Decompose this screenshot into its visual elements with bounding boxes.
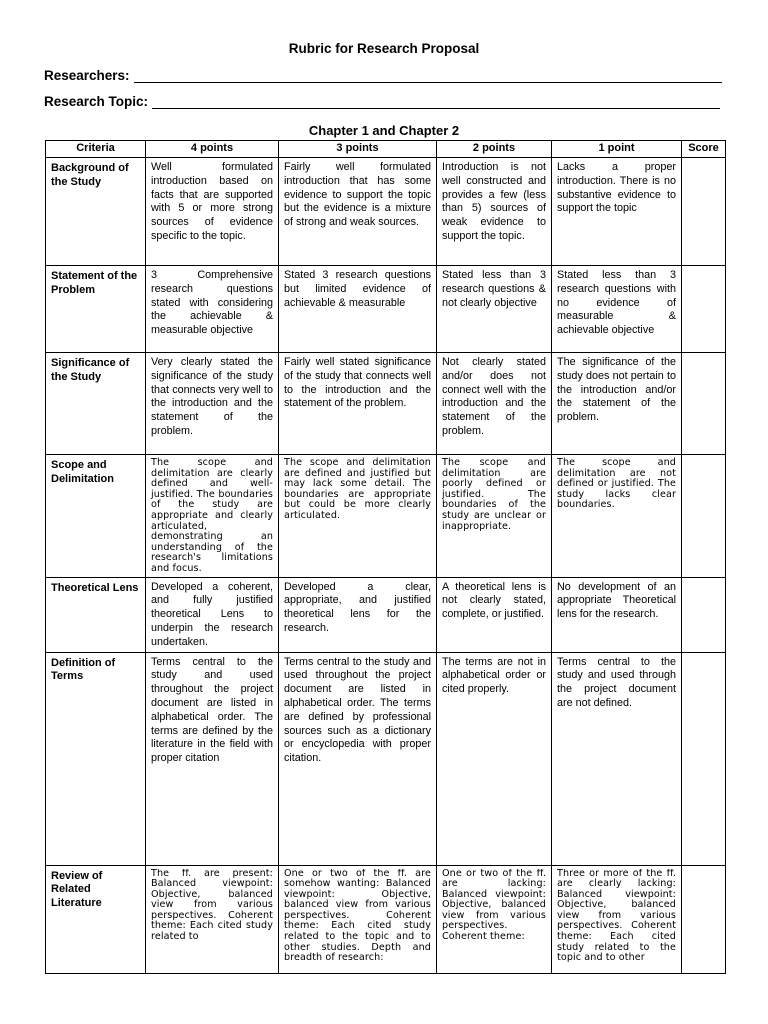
research-topic-blank-line[interactable] — [152, 95, 720, 109]
rubric-cell: Very clearly stated the significance of the study that connects very well to the introduction and the statement of the problem. — [146, 353, 279, 455]
rubric-cell: 3 Comprehensive research questions stated with considering the achievable & measurable objective — [146, 266, 279, 353]
rubric-cell: Stated 3 research questions but limited evidence of achievable & measurable — [279, 266, 437, 353]
rubric-cell: Terms central to the study and used through the project document are not defined. — [552, 652, 682, 865]
rubric-cell: No development of an appropriate Theoretical lens for the research. — [552, 577, 682, 652]
rubric-cell: Stated less than 3 research questions & not clearly objective — [437, 266, 552, 353]
header-score: Score — [682, 141, 726, 158]
criteria-cell: Scope and Delimitation — [46, 455, 146, 578]
criteria-cell: Theoretical Lens — [46, 577, 146, 652]
rubric-cell: Terms central to the study and used throughout the project document are listed in alphabetical order. The terms are defined by professional sources such as a dictionary or encyclopedia with proper citation. — [279, 652, 437, 865]
rubric-cell-text: The ff. are present: Balanced viewpoint: Objective, balanced view from various perspectives. Coherent theme: Each cited study related to — [151, 868, 273, 943]
rubric-cell: The terms are not in alphabetical order or cited properly. — [437, 652, 552, 865]
criteria-cell: Review of Related Literature — [46, 865, 146, 973]
rubric-table — [45, 140, 726, 974]
table-row — [46, 353, 726, 455]
table-row — [46, 158, 726, 266]
score-cell[interactable] — [682, 353, 726, 455]
rubric-cell: Introduction is not well constructed and provides a few (less than 5) sources of weak evidence to support the topic. — [437, 158, 552, 266]
score-cell[interactable] — [682, 158, 726, 266]
criteria-cell: Statement of the Problem — [46, 266, 146, 353]
rubric-cell: The scope and delimitation are clearly defined and well-justified. The boundaries of the study are appropriate and clearly articulated, demonstrating an understanding of the research's limitations and focus. — [146, 455, 279, 578]
rubric-cell: Terms central to the study and used throughout the project document are listed in alphabetical order. The terms are defined by the literature in the field with proper citation — [146, 652, 279, 865]
document-title: Rubric for Research Proposal — [288, 41, 480, 56]
table-row — [46, 577, 726, 652]
table-row — [46, 652, 726, 865]
rubric-cell: Fairly well formulated introduction that has some evidence to support the topic but the evidence is a mixture of strong and weak sources. — [279, 158, 437, 266]
rubric-cell: Stated less than 3 research questions with no evidence of measurable & achievable objective — [552, 266, 682, 353]
header-2-points: 2 points — [437, 141, 552, 158]
rubric-cell: The significance of the study does not pertain to the introduction and/or the statement of the problem. — [552, 353, 682, 455]
table-row — [46, 865, 726, 973]
table-row — [46, 266, 726, 353]
criteria-cell: Significance of the Study — [46, 353, 146, 455]
researchers-blank-line[interactable] — [134, 69, 722, 83]
header-4-points: 4 points — [146, 141, 279, 158]
rubric-cell: Fairly well stated significance of the study that connects well to the introduction and the statement of the problem. — [279, 353, 437, 455]
score-cell[interactable] — [682, 266, 726, 353]
rubric-cell: Developed a coherent, and fully justified theoretical Lens to underpin the research undertaken. — [146, 577, 279, 652]
rubric-cell: The scope and delimitation are not defined or justified. The study lacks clear boundaries. — [552, 455, 682, 578]
header-criteria: Criteria — [46, 141, 146, 158]
rubric-cell: Lacks a proper introduction. There is no substantive evidence to support the topic — [552, 158, 682, 266]
score-cell[interactable] — [682, 652, 726, 865]
research-topic-label: Research Topic: — [44, 94, 149, 109]
criteria-cell: Definition of Terms — [46, 652, 146, 865]
rubric-cell-text: Three or more of the ff. are clearly lacking: Balanced viewpoint: Objective, balanced view from various perspectives. Coherent theme: Each cited study related to the topic and to other — [557, 868, 676, 964]
rubric-cell: Developed a clear, appropriate, and justified theoretical lens for the research. — [279, 577, 437, 652]
score-cell[interactable] — [682, 865, 726, 973]
chapter-subtitle: Chapter 1 and Chapter 2 — [308, 123, 460, 138]
research-topic-field[interactable] — [44, 94, 720, 109]
researchers-field[interactable] — [44, 68, 722, 83]
rubric-cell — [552, 865, 682, 973]
header-row — [46, 141, 726, 158]
score-cell[interactable] — [682, 455, 726, 578]
researchers-label: Researchers: — [44, 68, 130, 83]
rubric-cell-text: One or two of the ff. are lacking: Balanced viewpoint: Objective, balanced view from various perspectives. Coherent theme: — [442, 868, 546, 943]
header-1-point: 1 point — [552, 141, 682, 158]
score-cell[interactable] — [682, 577, 726, 652]
header-3-points: 3 points — [279, 141, 437, 158]
criteria-cell: Background of the Study — [46, 158, 146, 266]
rubric-cell: Well formulated introduction based on facts that are supported with 5 or more strong sources of evidence specific to the topic. — [146, 158, 279, 266]
rubric-cell: The scope and delimitation are poorly defined or justified. The boundaries of the study are unclear or inappropriate. — [437, 455, 552, 578]
rubric-cell — [279, 865, 437, 973]
rubric-cell — [146, 865, 279, 973]
rubric-cell — [437, 865, 552, 973]
table-row — [46, 455, 726, 578]
rubric-cell: A theoretical lens is not clearly stated, complete, or justified. — [437, 577, 552, 652]
rubric-cell-text: One or two of the ff. are somehow wanting: Balanced viewpoint: Objective, balanced view from various perspectives. Coherent theme: Each cited study related to the topic and to other studies. Depth and breadth of research: — [284, 868, 431, 964]
rubric-cell: Not clearly stated and/or does not connect well with the introduction and the statement of the problem. — [437, 353, 552, 455]
rubric-cell: The scope and delimitation are defined and justified but may lack some detail. The boundaries are appropriate but could be more clearly articulated. — [279, 455, 437, 578]
